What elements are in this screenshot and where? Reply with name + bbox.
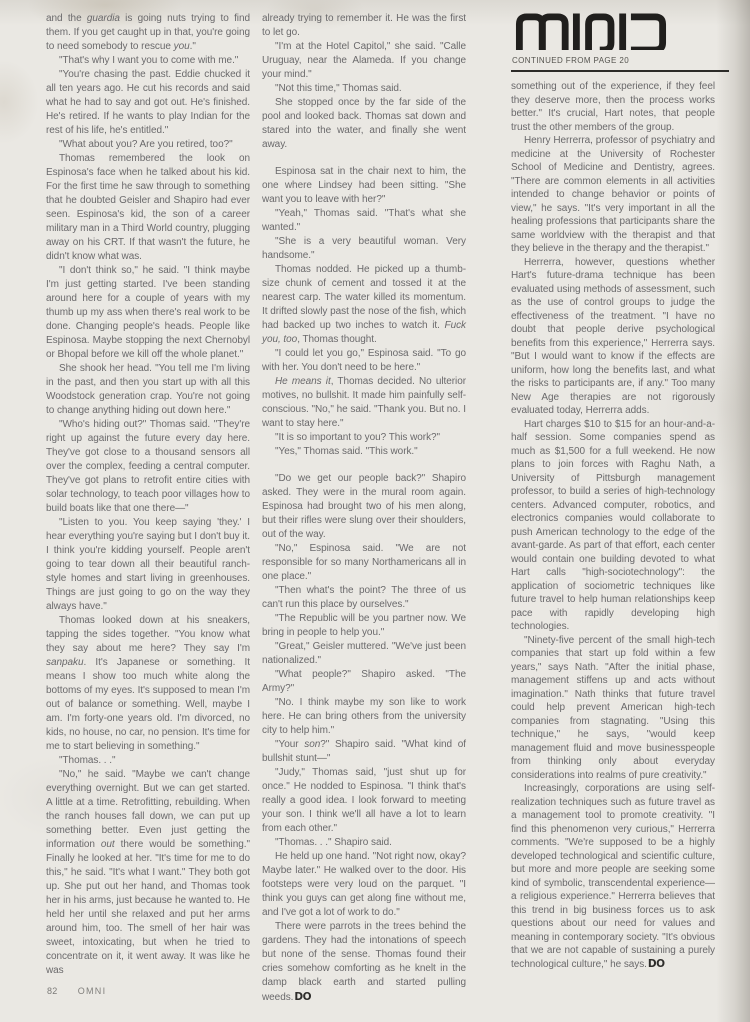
paragraph: "What about you? Are you retired, too?" [59,139,233,150]
paragraph: "No. I think maybe my son like to work here. He can bring others from the university city to help him." [262,697,466,736]
page-number: 82 [47,986,58,996]
mind-section [511,12,729,971]
paragraph: "No," Espinosa said. "We are not responsible for so many Northamericans all in one place." [262,543,466,582]
paragraph: "Do we get our people back?" Shapiro asked. They were in the mural room again. Espinosa had brought two of his men along, but their rifles were slung over their shoulders, out of the way. [262,473,466,540]
paragraph: "Then what's the point? The three of us can't run this place by ourselves." [262,585,466,610]
paragraph: "Yeah," Thomas said. "That's what she wanted." [262,208,466,233]
paragraph: "The Republic will be you partner now. We bring in people to help you." [262,613,466,638]
paragraph: "Your son?" Shapiro said. "What kind of bullshit stunt—" [262,739,467,764]
page-footer [47,986,106,996]
paragraph: "Judy," Thomas said, "just shut up for once." He nodded to Espinosa. "I think that's really a good idea. I look forward to meeting your son. I think we'll all have a lot to learn from each other." [262,767,466,834]
paragraph: "Ninety-five percent of the small high-tech companies that start up fold within a few years," says Nath. "After the initial phase, management stiffens up and acts without imagination." Nath thinks that future travel could help prevent American high-tech companies from stagnating. "Using this technique," he says, "would keep management fluid and move businesspeople from thinking only about everyday considerations into realms of pure creativity." [511,634,715,781]
paragraph: "Thomas. . ." Shapiro said. [275,837,392,848]
paragraph: Henry Herrerra, professor of psychiatry and medicine at the University of Rochester School of Medicine and Dentistry, agrees. "There are common elements in all activities intended to change behavior or points of view," he says. "It's very important in all the healing professions that participants share the same worldview with the therapist and that they believe in the therapy and the therapist." [511,135,715,254]
paragraph: "I don't think so," he said. "I think maybe I'm just getting started. I've been standing around here for a couple of years with my thumb up my ass when there's real work to be done. Changing people's heads. People like Espinosa. Maybe stopping the next Chernobyl or Bhopal before we kill off the whole planet." [46,265,250,360]
paragraph: "It is so important to you? This work?" [275,432,441,443]
paragraph: "I could let you go," Espinosa said. "To go with her. You don't need to be here." [262,348,466,373]
paragraph: Increasingly, corporations are using self-realization techniques such as future travel as a management tool to promote creativity. "I find this phenomenon very curious," Herrerra comments. "We're supposed to be a highly developed technological and scientific culture, but more and more people are seeking some kind of symbolic, transcendental experience—a religious experience." Herrerra believes that this trend in big business forces us to ask questions about our need for values and meaning in contemporary society. "It's obvious that we are not capable of sustaining a purely technological culture," he says.DO [511,783,715,970]
story-column-2 [262,12,466,1005]
paragraph: "Who's hiding out?" Thomas said. "They're right up against the future every day here. They've got close to a thousand sensors all over the complex, feeding a central computer. They've got plans to retrofit entire cities with solar technology, to teach poor villages how to build boats like that one there—" [46,419,250,514]
paragraph: "She is a very beautiful woman. Very handsome." [262,236,466,261]
paragraph: already trying to remember it. He was the first to let go. [262,13,466,38]
magazine-name: OMNI [77,986,107,996]
paragraph: "Not this time," Thomas said. [275,83,402,94]
paragraph: "Listen to you. You keep saying 'they.' I hear everything you're saying but I don't buy it. I think you're kidding yourself. People aren't going to tear down all their beautiful ranch-style homes and start living in greenhouses. Things are just going to go on the way they always have." [46,517,250,612]
paragraph: Herrerra, however, questions whether Hart's future-drama technique has been evaluated using methods of assessment, such as the use of control groups to judge the effectiveness of the treatment. "I have no doubt that people derive psychological benefits from this experience," Herrerra says. "But I would want to know if the effects are uniform, how long the benefits last, and what the risks to participants are, if any." Too many New Age therapies are not rigorously evaluated today, Herrerra adds. [511,256,715,416]
paragraph: "Great," Geisler muttered. "We've just been nationalized." [262,641,466,666]
paragraph: "What people?" Shapiro asked. "The Army?" [262,669,466,694]
end-of-article-mark: DO [294,991,312,1003]
mind-logo [512,12,670,50]
paragraph: Hart charges $10 to $15 for an hour-and-a-half session. Some companies spend as much as $1,500 for a full weekend. He now plans to join forces with Raghu Nath, a University of Pittsburgh management professor, to build a series of high-technology centers. Advanced computer, robotics, and electronics companies would collaborate to push American technology to the edge of the avant-garde. As part of that effort, each center would contain one building devoted to what Hart calls "high-sociotechnology": the application of sociometric techniques like future travel to help human relationships keep pace with rapidly developing high technologies. [511,418,715,632]
paragraph: Thomas looked down at his sneakers, tapping the sides together. "You know what they say about me here? They say I'm sanpaku. It's Japanese or something. It means I show too much white along the bottoms of my eyes. It's supposed to mean I'm out of balance or something. Well, maybe I am. I'm forty-one years old. I'm divorced, no kids, no house, no car, no pension. It's time for me to start believing in something." [46,615,250,752]
mind-column-3 [511,80,715,971]
paragraph: "I'm at the Hotel Capitol," she said. "Calle Uruguay, near the Alameda. If you change your mind." [262,41,466,80]
paragraph: "Thomas. . ." [59,755,116,766]
end-of-article-mark: DO [647,957,665,970]
paragraph: She stopped once by the far side of the pool and looked back. Thomas sat down and stared into the water, and finally she went away. [262,97,466,150]
paragraph: "Yes," Thomas said. "This work." [275,446,418,457]
paragraph: He means it, Thomas decided. No ulterior motives, no bullshit. It made him painfully self-conscious. "No," he said. "Thank you. But no. I want to stay here." [262,376,466,429]
continued-from-line: CONTINUED FROM PAGE 20 [512,56,630,65]
paragraph: and the guardia is going nuts trying to find them. If you get caught up in that, you're going to need somebody to rescue you." [46,13,250,52]
story-column-1 [46,12,250,978]
paragraph: Thomas remembered the look on Espinosa's face when he talked about his kid. For the first time he saw through to something that he doubted Geisler and Shapiro had ever seen. Espinosa's kid, the son of a career military man in a Third World country, plugging away on his CRT. If that wasn't the future, he didn't know what was. [46,153,250,262]
paragraph: "No," he said. "Maybe we can't change everything overnight. But we can get started. A little at a time. Retrofitting, rebuilding. When the ranch houses fall down, we can put up something better. Even just getting the information out there would be something." Finally he looked at her. "It's time for me to do this," he said. "It's what I want." They both got up. She put out her hand, and Thomas took her in his arms, just because he wanted to. He held her until she relaxed and put her arms around him, too. The smell of her hair was sweet, intoxicating, but when he tried to concentrate on it, it went away. It was like he was [46,769,250,976]
paragraph: "That's why I want you to come with me." [59,55,239,66]
paragraph: Espinosa sat in the chair next to him, the one where Lindsey had been sitting. "She want you to leave with her?" [262,166,466,205]
paragraph: She shook her head. "You tell me I'm living in the past, and then you start up with all this Woodstock generation crap. You're not going to change anything hiding out down here." [46,363,250,416]
paragraph: "You're chasing the past. Eddie chucked it all ten years ago. He cut his records and said what he had to say and got out. He's finished. He's retired. If he wants to play Indian for the rest of his life, he's entitled." [46,69,250,136]
paragraph: There were parrots in the trees behind the gardens. They had the intonations of speech but none of the sense. Thomas found their cries somehow comforting as he knelt in the damp black earth and started pulling weeds.DO [262,921,466,1003]
paragraph: something out of the experience, if they feel they deserve more, then the process works better." It's crucial, Hart notes, that people trust the other members of the group. [511,81,715,133]
paragraph: He held up one hand. "Not right now, okay? Maybe later." He walked over to the door. His footsteps were very loud on the parquet. "I think you guys can get along fine without me, and I've got a lot of work to do." [262,851,466,918]
paragraph: Thomas nodded. He picked up a thumb-size chunk of cement and tossed it at the nearest carp. The water killed its momentum. It drifted slowly past the nose of the fish, which had backed up two inches to watch it. Fuck you, too, Thomas thought. [262,264,466,345]
section-rule [511,70,729,72]
